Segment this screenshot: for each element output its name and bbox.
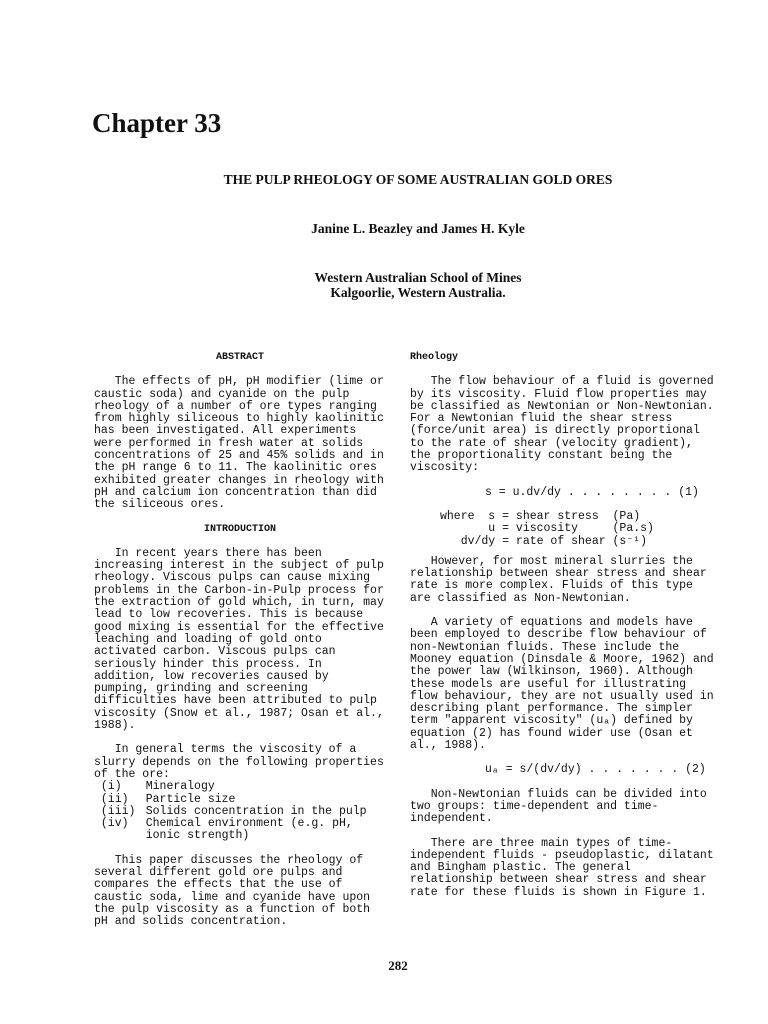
equation-2: uₐ = s/(dv/dy) . . . . . . . (2) xyxy=(485,763,706,777)
list-item: (i) Mineralogy xyxy=(100,780,215,794)
introduction-heading: INTRODUCTION xyxy=(203,523,276,535)
paper-title: THE PULP RHEOLOGY OF SOME AUSTRALIAN GOLD ORES xyxy=(223,172,613,187)
rheology-paragraph-2: However, for most mineral slurries the relationship between shear stress and shear rate is more complex. Fluids of this type are classified as Non-Newtonian. xyxy=(410,554,707,605)
definition-line: where s = shear stress (Pa) xyxy=(440,509,641,523)
affiliation-line-2: Kalgoorlie, Western Australia. xyxy=(330,285,506,300)
variable-definitions xyxy=(410,511,715,548)
definition-line: u = viscosity (Pa.s) xyxy=(440,522,654,536)
rheology-paragraph-5: There are three main types of time-independent fluids - pseudoplastic, dilatant and Bingham plastic. The general relationship between shear stress and shear rate for these fluids is shown in Figure 1. xyxy=(410,836,714,899)
introduction-paragraph-3: This paper discusses the rheology of several different gold ore pulps and compares the effects that the use of caustic soda, lime and cyanide have upon the pulp viscosity as a function of both pH and solids concentration. xyxy=(94,853,371,929)
list-item: (iii) Solids concentration in the pulp xyxy=(100,804,367,818)
left-column xyxy=(94,352,386,928)
rheology-paragraph-1: The flow behaviour of a fluid is governed by its viscosity. Fluid flow properties may be classified as Newtonian or Non-Newtonian. For a Newtonian fluid the shear stress (force/unit area) is directly proportional to the rate of shear (velocity gradient), the proportionality constant being the viscosity: xyxy=(410,375,714,475)
definition-line: dv/dy = rate of shear (s⁻¹) xyxy=(440,534,648,548)
page-number: 282 xyxy=(388,958,408,973)
list-item: (iv) Chemical environment (e.g. pH, xyxy=(100,817,353,831)
properties-list xyxy=(94,781,386,842)
list-item: (ii) Particle size xyxy=(100,792,236,806)
abstract-text: The effects of pH, pH modifier (lime or caustic soda) and cyanide on the pulp rheology of a number of ore types ranging from highly siliceous to highly kaolinitic has been investigated. All experiments were performed in fresh water at solids concentrations of 25 and 45% solids and in the pH range 6 to 11. The kaolinitic ores exhibited greater changes in rheology with pH and calcium ion concentration than did the siliceous ores. xyxy=(94,375,384,512)
introduction-paragraph-2: In general terms the viscosity of a slurry depends on the following properties of the ore: xyxy=(94,743,384,781)
affiliation-line-1: Western Australian School of Mines xyxy=(314,270,522,285)
introduction-paragraph-1: In recent years there has been increasing interest in the subject of pulp rheology. Viscous pulps can cause mixing problems in the Carbon-in-Pulp process for the extraction of gold which, in turn, may lead to low recoveries. This is because good mixing is essential for the effective leaching and loading of gold onto activated carbon. Viscous pulps can seriously hinder this process. In addition, low recoveries caused by pumping, grinding and screening difficulties have been attributed to pulp viscosity (Snow et al., 1987; Osan et al., 1988). xyxy=(94,546,384,733)
chapter-heading: Chapter 33 xyxy=(92,108,222,138)
rheology-paragraph-4: Non-Newtonian fluids can be divided into two groups: time-dependent and time-independent. xyxy=(410,787,707,826)
right-column xyxy=(410,352,715,899)
abstract-heading: ABSTRACT xyxy=(215,352,264,363)
list-item: ionic strength) xyxy=(145,829,250,843)
authors: Janine L. Beazley and James H. Kyle xyxy=(311,221,525,236)
rheology-heading: Rheology xyxy=(410,352,459,363)
equation-1: s = u.dv/dy . . . . . . . . (1) xyxy=(485,485,699,499)
rheology-paragraph-3: A variety of equations and models have been employed to describe flow behaviour of non-Newtonian fluids. These include the Mooney equation (Dinsdale & Moore, 1962) and the power law (Wilkinson, 1960). Although these models are useful for illustrating flow behaviour, they are not usually used in describing plant performance. The simpler term "apparent viscosity" (uₐ) defined by equation (2) has found wider use (Osan et al., 1988). xyxy=(410,616,714,753)
